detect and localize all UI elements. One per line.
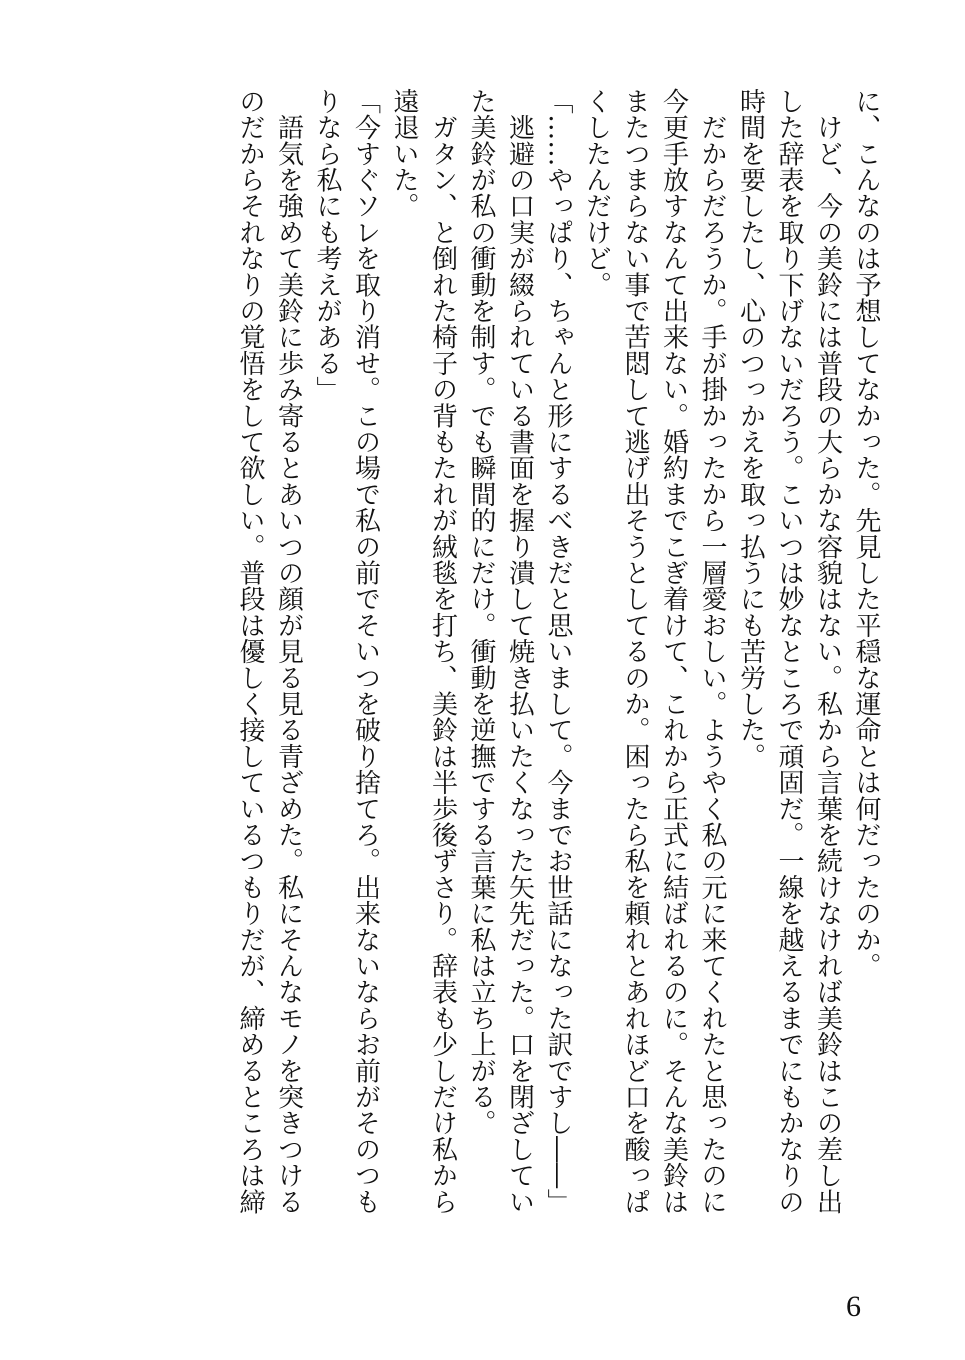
paragraph: けど、今の美鈴には普段の大らかな容貌はない。私から言葉を続けなければ美鈴はこの差し出した辞表を取り下げないだろう。こいつは妙なところで頑固だ。一線を越えるまでにもかなりの時間を要したし、心のつっかえを取っ払うにも苦労した。 — [735, 88, 843, 1215]
paragraph: 「今すぐソレを取り消せ。この場で私の前でそいつを破り捨てろ。出来ないならお前がそのつもりなら私にも考えがある」 — [312, 88, 381, 1215]
paragraph: 逃避の口実が綴られている書面を握り潰して焼き払いたくなった矢先だった。口を閉ざしていた美鈴が私の衝動を制す。でも瞬間的にだけ。衝動を逆撫でする言葉に私は立ち上がる。 — [466, 88, 535, 1215]
body-text — [55, 88, 885, 1238]
paragraph: だからだろうか。手が掛かったから一層愛おしい。ようやく私の元に来てくれたと思ったのに今更手放すなんて出来ない。婚約までこぎ着けて、これから正式に結ばれるのに。そんな美鈴はまたつまらない事で苦悶して逃げ出そうとしてるのか。困ったら私を頼れとあれほど口を酸っぱくしたんだけど。 — [581, 88, 727, 1215]
paragraph: に、こんなのは予想してなかった。先見した平穏な運命とは何だったのか。 — [851, 88, 881, 979]
paragraph: 語気を強めて美鈴に歩み寄るとあいつの顔が見る見る青ざめた。私にそんなモノを突きつけるのだからそれなりの覚悟をして欲しい。普段は優しく接しているつもりだが、締めるところは締 — [235, 88, 304, 1215]
paragraph: 「……やっぱり、ちゃんと形にするべきだと思いまして。今までお世話になった訳ですし――」 — [543, 88, 573, 1215]
paragraph: ガタン、と倒れた椅子の背もたれが絨毯を打ち、美鈴は半歩後ずさり。辞表も少しだけ私から遠退いた。 — [389, 88, 458, 1215]
page-number: 6 — [846, 1290, 861, 1323]
